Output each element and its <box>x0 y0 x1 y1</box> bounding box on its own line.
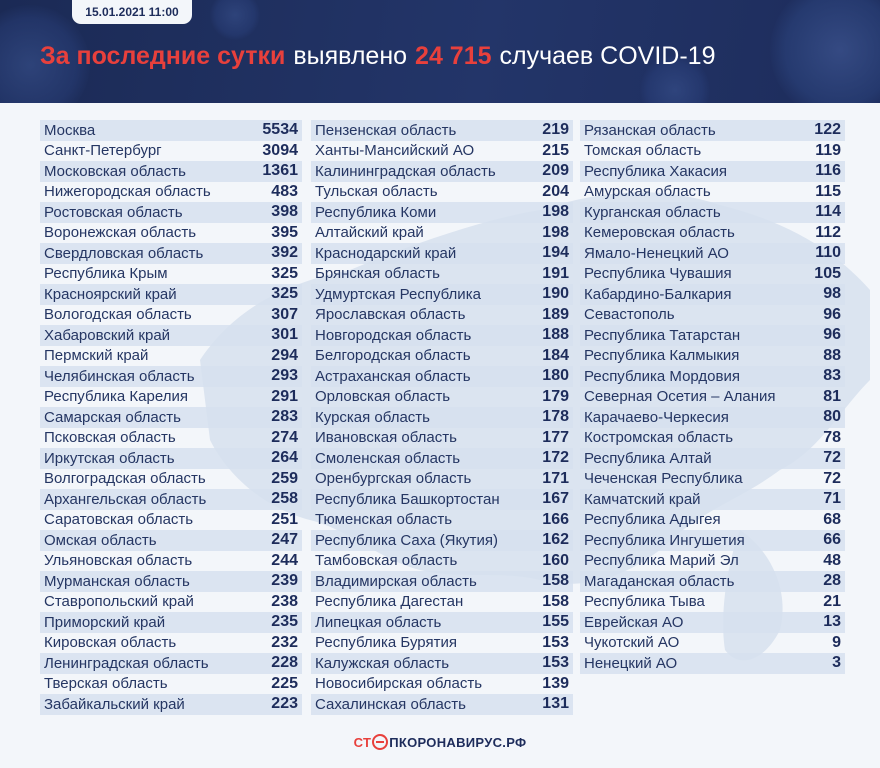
region-name: Ставропольский край <box>44 593 194 611</box>
region-name: Белгородская область <box>315 347 471 365</box>
region-cases: 219 <box>542 121 569 139</box>
region-name: Удмуртская Республика <box>315 285 481 303</box>
region-cases: 153 <box>542 654 569 672</box>
region-cases: 325 <box>271 264 298 282</box>
region-cases: 13 <box>823 613 841 631</box>
region-cases: 158 <box>542 572 569 590</box>
region-row <box>40 674 302 695</box>
region-row <box>40 612 302 633</box>
region-row <box>311 407 573 428</box>
region-row <box>311 284 573 305</box>
region-row <box>580 387 845 408</box>
region-name: Республика Марий Эл <box>584 552 739 570</box>
region-cases: 71 <box>823 490 841 508</box>
title-part-1: За последние сутки <box>40 41 286 70</box>
region-name: Ямало-Ненецкий АО <box>584 244 729 262</box>
region-cases: 80 <box>823 408 841 426</box>
region-row <box>311 653 573 674</box>
region-cases: 239 <box>271 572 298 590</box>
region-cases: 483 <box>271 182 298 200</box>
region-cases: 166 <box>542 510 569 528</box>
region-name: Калужская область <box>315 654 450 672</box>
region-cases: 259 <box>271 469 298 487</box>
region-row <box>580 264 845 285</box>
region-cases: 105 <box>814 264 841 282</box>
region-name: Кировская область <box>44 634 177 652</box>
region-cases: 189 <box>542 305 569 323</box>
region-row <box>40 284 302 305</box>
region-cases: 307 <box>271 305 298 323</box>
region-cases: 325 <box>271 285 298 303</box>
region-cases: 244 <box>271 551 298 569</box>
region-cases: 274 <box>271 428 298 446</box>
region-row <box>311 161 573 182</box>
region-cases: 223 <box>271 695 298 713</box>
region-name: Республика Мордовия <box>584 367 740 385</box>
region-row <box>40 510 302 531</box>
region-cases: 72 <box>823 449 841 467</box>
region-cases: 190 <box>542 285 569 303</box>
region-row <box>580 366 845 387</box>
region-name: Республика Коми <box>315 203 437 221</box>
region-cases: 96 <box>823 305 841 323</box>
region-cases: 215 <box>542 141 569 159</box>
region-row <box>311 530 573 551</box>
region-cases: 139 <box>542 674 569 692</box>
region-name: Москва <box>44 121 96 139</box>
region-cases: 184 <box>542 346 569 364</box>
region-name: Республика Саха (Якутия) <box>315 531 499 549</box>
region-cases: 247 <box>271 531 298 549</box>
region-name: Магаданская область <box>584 572 735 590</box>
region-row <box>311 223 573 244</box>
region-row <box>40 387 302 408</box>
region-cases: 110 <box>815 244 841 262</box>
region-name: Пензенская область <box>315 121 457 139</box>
region-cases: 21 <box>823 592 841 610</box>
region-cases: 48 <box>823 551 841 569</box>
region-row <box>40 530 302 551</box>
region-column-3 <box>580 120 845 674</box>
region-row <box>580 325 845 346</box>
region-name: Красноярский край <box>44 285 177 303</box>
region-name: Камчатский край <box>584 490 701 508</box>
region-row <box>580 633 845 654</box>
region-row <box>40 592 302 613</box>
region-cases: 88 <box>823 346 841 364</box>
region-name: Челябинская область <box>44 367 195 385</box>
region-name: Алтайский край <box>315 224 424 242</box>
region-name: Республика Тыва <box>584 593 705 611</box>
region-name: Смоленская область <box>315 449 461 467</box>
region-name: Рязанская область <box>584 121 716 139</box>
region-cases: 66 <box>823 531 841 549</box>
region-row <box>40 346 302 367</box>
region-cases: 235 <box>271 613 298 631</box>
region-row <box>311 243 573 264</box>
region-row <box>580 243 845 264</box>
region-row <box>580 653 845 674</box>
region-name: Астраханская область <box>315 367 471 385</box>
region-name: Республика Хакасия <box>584 162 728 180</box>
region-cases: 198 <box>542 223 569 241</box>
brand-suffix: ПКОРОНАВИРУС.РФ <box>389 734 527 750</box>
region-row <box>311 387 573 408</box>
region-cases: 392 <box>271 244 298 262</box>
region-name: Еврейская АО <box>584 613 684 631</box>
region-row <box>311 448 573 469</box>
region-name: Республика Чувашия <box>584 265 732 283</box>
region-row <box>40 489 302 510</box>
title-number: 24 715 <box>415 41 492 70</box>
region-cases: 131 <box>542 695 569 713</box>
region-name: Нижегородская область <box>44 183 211 201</box>
title-part-3: случаев COVID-19 <box>499 41 716 70</box>
virus-icon <box>770 0 880 103</box>
region-cases: 194 <box>542 244 569 262</box>
region-cases: 178 <box>542 408 569 426</box>
region-cases: 81 <box>823 387 841 405</box>
region-row <box>40 448 302 469</box>
region-row <box>580 202 845 223</box>
region-name: Приморский край <box>44 613 166 631</box>
region-name: Тверская область <box>44 675 168 693</box>
region-name: Республика Дагестан <box>315 593 464 611</box>
region-name: Ростовская область <box>44 203 183 221</box>
region-cases: 98 <box>823 285 841 303</box>
region-name: Кемеровская область <box>584 224 735 242</box>
region-row <box>311 510 573 531</box>
region-name: Чеченская Республика <box>584 470 743 488</box>
region-name: Республика Башкортостан <box>315 490 500 508</box>
region-name: Республика Ингушетия <box>584 531 745 549</box>
region-name: Сахалинская область <box>315 695 466 713</box>
region-cases: 294 <box>271 346 298 364</box>
region-cases: 155 <box>542 613 569 631</box>
region-row <box>40 571 302 592</box>
region-cases: 119 <box>815 141 841 159</box>
region-cases: 291 <box>271 387 298 405</box>
region-cases: 171 <box>542 469 569 487</box>
region-cases: 122 <box>814 121 841 139</box>
region-name: Севастополь <box>584 306 675 324</box>
region-name: Хабаровский край <box>44 326 171 344</box>
region-name: Забайкальский край <box>44 695 185 713</box>
region-row <box>580 141 845 162</box>
region-row <box>40 182 302 203</box>
header-banner <box>0 0 880 103</box>
region-cases: 301 <box>271 326 298 344</box>
region-name: Тульская область <box>315 183 438 201</box>
region-name: Республика Татарстан <box>584 326 741 344</box>
region-name: Оренбургская область <box>315 470 472 488</box>
region-cases: 188 <box>542 326 569 344</box>
region-row <box>580 489 845 510</box>
region-cases: 78 <box>823 428 841 446</box>
region-name: Республика Карелия <box>44 388 188 406</box>
region-cases: 158 <box>542 592 569 610</box>
region-name: Республика Адыгея <box>584 511 721 529</box>
region-name: Омская область <box>44 531 157 549</box>
region-row <box>311 694 573 715</box>
region-cases: 258 <box>271 490 298 508</box>
region-name: Новосибирская область <box>315 675 483 693</box>
region-cases: 5534 <box>262 121 298 139</box>
region-cases: 116 <box>815 162 841 180</box>
region-row <box>580 182 845 203</box>
region-column-1 <box>40 120 302 715</box>
region-cases: 177 <box>542 428 569 446</box>
region-row <box>40 633 302 654</box>
region-row <box>311 612 573 633</box>
page-title <box>40 38 723 74</box>
region-name: Кабардино-Балкария <box>584 285 732 303</box>
region-row <box>40 202 302 223</box>
region-row <box>311 182 573 203</box>
region-row <box>311 428 573 449</box>
region-cases: 283 <box>271 408 298 426</box>
region-name: Республика Калмыкия <box>584 347 740 365</box>
region-row <box>40 305 302 326</box>
region-cases: 153 <box>542 633 569 651</box>
region-name: Ленинградская область <box>44 654 209 672</box>
region-row <box>580 448 845 469</box>
region-cases: 293 <box>271 367 298 385</box>
region-name: Московская область <box>44 162 186 180</box>
region-row <box>40 243 302 264</box>
region-name: Калининградская область <box>315 162 496 180</box>
region-cases: 251 <box>271 510 298 528</box>
region-row <box>580 510 845 531</box>
region-row <box>580 346 845 367</box>
stop-icon <box>372 734 388 750</box>
region-cases: 68 <box>823 510 841 528</box>
region-name: Амурская область <box>584 183 711 201</box>
region-name: Иркутская область <box>44 449 175 467</box>
region-row <box>311 366 573 387</box>
region-name: Ивановская область <box>315 429 457 447</box>
region-name: Ненецкий АО <box>584 654 678 672</box>
region-row <box>311 469 573 490</box>
region-row <box>311 592 573 613</box>
region-cases: 28 <box>823 572 841 590</box>
region-column-2 <box>311 120 573 715</box>
region-name: Краснодарский край <box>315 244 457 262</box>
region-row <box>40 551 302 572</box>
region-cases: 160 <box>542 551 569 569</box>
region-cases: 179 <box>542 387 569 405</box>
region-row <box>580 592 845 613</box>
region-name: Карачаево-Черкесия <box>584 408 729 426</box>
region-name: Липецкая область <box>315 613 442 631</box>
region-name: Волгоградская область <box>44 470 206 488</box>
region-name: Архангельская область <box>44 490 207 508</box>
region-row <box>40 469 302 490</box>
region-cases: 3 <box>832 654 841 672</box>
region-name: Мурманская область <box>44 572 190 590</box>
region-name: Орловская область <box>315 388 451 406</box>
region-cases: 1361 <box>262 162 298 180</box>
brand-logo[interactable] <box>354 734 527 750</box>
region-name: Курская область <box>315 408 430 426</box>
region-row <box>580 612 845 633</box>
region-row <box>311 141 573 162</box>
region-row <box>580 428 845 449</box>
region-row <box>40 366 302 387</box>
region-cases: 232 <box>271 633 298 651</box>
region-cases: 225 <box>271 674 298 692</box>
region-row <box>311 305 573 326</box>
region-row <box>580 120 845 141</box>
brand-prefix: СТ <box>353 734 372 750</box>
region-row <box>580 551 845 572</box>
region-cases: 167 <box>542 490 569 508</box>
region-cases: 96 <box>823 326 841 344</box>
region-row <box>311 674 573 695</box>
region-row <box>311 571 573 592</box>
region-row <box>40 694 302 715</box>
region-row <box>311 264 573 285</box>
region-name: Санкт-Петербург <box>44 142 162 160</box>
region-row <box>311 633 573 654</box>
region-cases: 180 <box>542 367 569 385</box>
region-cases: 398 <box>271 203 298 221</box>
region-row <box>580 284 845 305</box>
region-cases: 228 <box>271 654 298 672</box>
region-row <box>40 264 302 285</box>
region-name: Республика Алтай <box>584 449 712 467</box>
region-name: Северная Осетия – Алания <box>584 388 776 406</box>
region-name: Костромская область <box>584 429 734 447</box>
region-row <box>40 223 302 244</box>
region-cases: 72 <box>823 469 841 487</box>
title-part-2: выявлено <box>293 41 408 70</box>
region-row <box>40 120 302 141</box>
region-name: Ульяновская область <box>44 552 193 570</box>
region-name: Томская область <box>584 142 702 160</box>
region-name: Пермский край <box>44 347 149 365</box>
region-name: Псковская область <box>44 429 176 447</box>
region-name: Владимирская область <box>315 572 477 590</box>
region-row <box>580 469 845 490</box>
region-row <box>311 120 573 141</box>
region-cases: 198 <box>542 203 569 221</box>
region-name: Вологодская область <box>44 306 192 324</box>
region-row <box>580 161 845 182</box>
region-row <box>311 551 573 572</box>
date-label: 15.01.2021 11:00 <box>72 0 192 24</box>
region-name: Тамбовская область <box>315 552 458 570</box>
region-name: Свердловская область <box>44 244 204 262</box>
region-name: Ярославская область <box>315 306 466 324</box>
region-cases: 204 <box>542 182 569 200</box>
region-row <box>40 407 302 428</box>
region-name: Брянская область <box>315 265 440 283</box>
region-row <box>311 325 573 346</box>
region-cases: 395 <box>271 223 298 241</box>
region-name: Чукотский АО <box>584 634 680 652</box>
region-name: Ханты-Мансийский АО <box>315 142 475 160</box>
region-cases: 3094 <box>262 141 298 159</box>
region-name: Воронежская область <box>44 224 197 242</box>
region-name: Курганская область <box>584 203 721 221</box>
region-cases: 238 <box>271 592 298 610</box>
region-cases: 209 <box>542 162 569 180</box>
region-cases: 9 <box>832 633 841 651</box>
region-cases: 115 <box>815 182 841 200</box>
region-row <box>40 325 302 346</box>
region-cases: 112 <box>815 223 841 241</box>
region-cases: 172 <box>542 449 569 467</box>
region-row <box>580 305 845 326</box>
region-row <box>580 530 845 551</box>
region-name: Самарская область <box>44 408 181 426</box>
region-row <box>580 571 845 592</box>
region-name: Саратовская область <box>44 511 194 529</box>
region-name: Республика Крым <box>44 265 168 283</box>
region-cases: 162 <box>542 531 569 549</box>
region-row <box>580 223 845 244</box>
region-row <box>40 161 302 182</box>
region-cases: 114 <box>815 203 841 221</box>
region-name: Новгородская область <box>315 326 472 344</box>
region-cases: 191 <box>542 264 569 282</box>
region-row <box>311 346 573 367</box>
region-row <box>580 407 845 428</box>
region-cases: 264 <box>271 449 298 467</box>
region-name: Республика Бурятия <box>315 634 457 652</box>
region-row <box>311 489 573 510</box>
region-row <box>40 428 302 449</box>
region-row <box>311 202 573 223</box>
region-cases: 83 <box>823 367 841 385</box>
virus-icon <box>210 0 260 40</box>
region-row <box>40 653 302 674</box>
footer <box>0 727 880 757</box>
region-row <box>40 141 302 162</box>
region-name: Тюменская область <box>315 511 453 529</box>
